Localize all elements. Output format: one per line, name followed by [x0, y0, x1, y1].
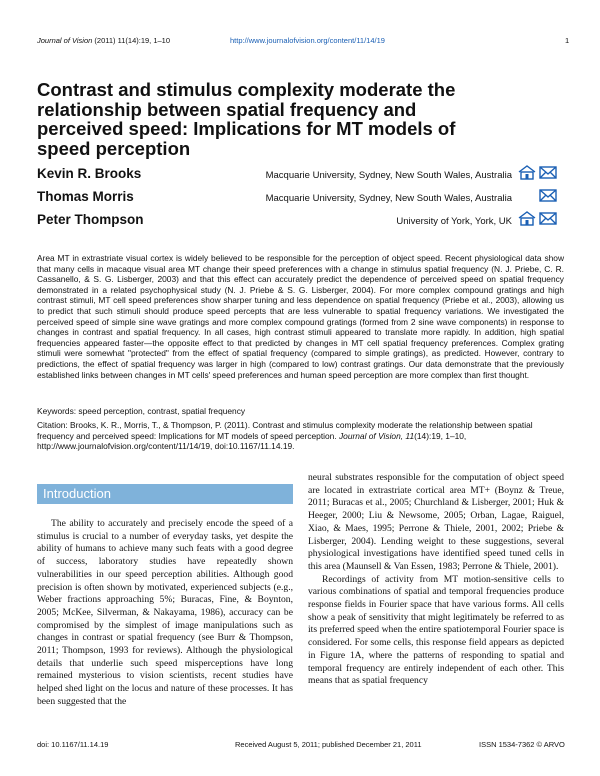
- home-icon[interactable]: [518, 211, 536, 226]
- intro-right-column: [308, 472, 564, 688]
- author-name: Kevin R. Brooks: [37, 166, 142, 181]
- intro-left-column: The ability to accurately and precisely encode the speed of a stimulus is crucial to a number of everyday tasks, yet despite the ability of humans to achieve many such feats with a good degree of success, laboratory studies have repeatedly shown vulnerabilities in our speed perception abilities. Although good precision is often shown by motivated, experienced subjects (e.g., Weber fractions approaching 5%; Buracas, Fine, & Boynton, 2005; McKee, Silverman, & Nakayama, 1986), accuracy can be compromised by the simplest of image manipulations such as changes in contrast or spatial frequency (see Burr & Thompson, 2011; Thompson, 1993 for reviews). Although the physiological details that underlie such speed misperceptions have long remained mysterious to vision scientists, recent studies have helped shed light on the locus and nature of these processes. It has been suggested that the: [37, 518, 293, 707]
- running-header: [37, 36, 170, 45]
- email-icon[interactable]: [539, 165, 557, 180]
- author-links: [518, 165, 557, 180]
- author-name: Thomas Morris: [37, 189, 134, 204]
- footer-dates: Received August 5, 2011; published December 21, 2011: [235, 740, 422, 749]
- citation-suffix: (14):19, 1–10, http://www.journalofvision.org/content/11/14/19, doi:10.1167/11.14.19.: [37, 430, 467, 452]
- email-icon[interactable]: [539, 188, 557, 203]
- abstract: Area MT in extrastriate visual cortex is widely believed to be responsible for the perception of object speed. Recent physiological data show that many cells in macaque visual area MT change their speed preferences with a change in stimulus spatial frequency (N. J. Priebe, C. R. Cassanello, & S. G. Lisberger, 2003) and that this effect can accurately predict the dependence of perceived speed on spatial frequency demonstrated in a related psychophysical study (N. J. Priebe & S. G. Lisberger, 2004). For more complex compound gratings and high contrast stimuli, MT cell speed preferences show sharper tuning and less dependence on spatial frequency (Priebe et al., 2003), allowing us to predict that such stimuli should produce speed percepts that are less vulnerable to spatial frequency variations. We investigated the perceived speed of simple sine wave gratings and more complex compound gratings (formed from 2 sine wave components) in response to changes in contrast and spatial frequency. In all cases, high contrast stimuli appeared to translate more rapidly. In addition, high spatial frequencies appeared faster—the opposite effect to that predicted by changes in MT cell spatial frequency preferences. Complex grating stimuli were somewhat "protected" from the effect of spatial frequency (compared to simple gratings), as predicted. However, contrary to predictions, the effect of spatial frequency was larger in high (compared to low) contrast gratings. Our data demonstrate that the previously established links between changes in MT cells' speed preferences and human speed perception are more complex than first thought.: [37, 253, 564, 380]
- author-affiliation: Macquarie University, Sydney, New South Wales, Australia: [265, 193, 512, 204]
- author-links: [539, 188, 557, 203]
- page-number: 1: [565, 36, 570, 45]
- intro-paragraph: neural substrates responsible for the computation of object speed are located in extrastriate cortical area MT+ (Boynz & Treue, 2011; Buracas et al., 2005; Churchland & Lisberger, 2001; Huk & Heeger, 2000; Liu & Newsome, 2005; Orban, Lagae, Raiguel, Xiao, & Maes, 1995; Perrone & Thiele, 2001, 2002; Priebe & Lisberger, 2004). Lending weight to these suggestions, several physiological investigations have identified speed tuned cells in this area (Maunsell & Van Essen, 1983; Perrone & Thiele, 2001).: [308, 472, 564, 572]
- intro-paragraph: Recordings of activity from MT motion-sensitive cells to various combinations of spatial and temporal frequencies produce response fields in Fourier space that have various forms. All cells show a peak of sensitivity that might legitimately be referred to as its preferred speed when the entire spatiotemporal Fourier space is considered. For some cells, this response field appears as depicted in Figure 1A, where the patterns of responding to spatial and temporal frequency are entirely independent of each other. This means that as spatial frequency: [308, 573, 564, 687]
- author-links: [518, 211, 557, 226]
- author-affiliation: Macquarie University, Sydney, New South Wales, Australia: [265, 170, 512, 181]
- footer-issn: ISSN 1534-7362 © ARVO: [479, 740, 565, 749]
- citation-text: Citation: Brooks, K. R., Morris, T., & Thompson, P. (2011). Contrast and stimulus complexity moderate the relationship between spatial frequency and perceived speed: Implications for MT models of speed perception.: [37, 420, 533, 441]
- journal-issue: (2011) 11(14):19, 1–10: [94, 36, 171, 45]
- footer-doi: doi: 10.1167/11.14.19: [37, 740, 109, 749]
- email-icon[interactable]: [539, 211, 557, 226]
- section-title: Introduction: [43, 486, 111, 501]
- keywords: Keywords: speed perception, contrast, spatial frequency: [37, 406, 246, 416]
- citation-journal: Journal of Vision, 11: [338, 430, 415, 441]
- citation: [37, 420, 564, 452]
- article-url[interactable]: http://www.journalofvision.org/content/11/14/19: [230, 36, 385, 45]
- author-affiliation: University of York, York, UK: [396, 216, 512, 227]
- author-name: Peter Thompson: [37, 212, 144, 227]
- article-title: Contrast and stimulus complexity moderate the relationship between spatial frequency and perceived speed: Implications for MT models of speed perception: [37, 79, 456, 159]
- journal-name: Journal of Vision: [37, 36, 93, 45]
- home-icon[interactable]: [518, 165, 536, 180]
